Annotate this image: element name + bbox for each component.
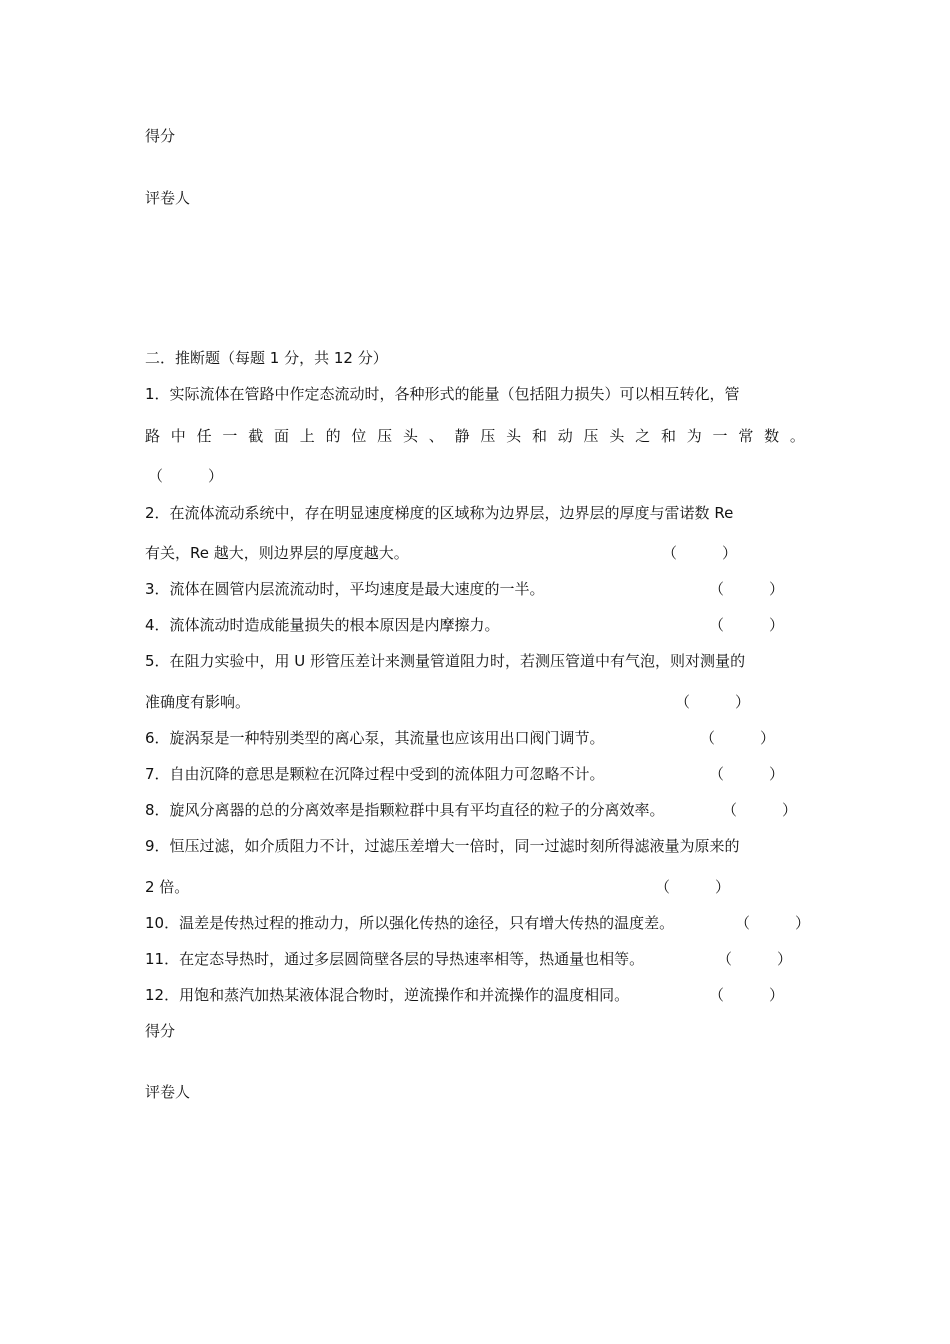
question-1-char: 静: [454, 427, 470, 445]
question-1-char: 动: [557, 427, 573, 445]
section-title: 二．推断题（每题 1 分，共 12 分）: [145, 349, 388, 367]
question-6: 6．旋涡泵是一种特别类型的离心泵，其流量也应该用出口阀门调节。: [145, 729, 605, 747]
question-1-char: 一: [712, 427, 728, 445]
answer-blank-12[interactable]: （ ）: [709, 986, 785, 1004]
question-4: 4．流体流动时造成能量损失的根本原因是内摩擦力。: [145, 616, 500, 634]
question-12: 12．用饱和蒸汽加热某液体混合物时，逆流操作和并流操作的温度相同。: [145, 986, 630, 1004]
grader-label-top: 评卷人: [145, 189, 191, 207]
question-1-char: 压: [377, 427, 393, 445]
question-7: 7．自由沉降的意思是颗粒在沉降过程中受到的流体阻力可忽略不计。: [145, 765, 605, 783]
question-1-char: 头: [609, 427, 625, 445]
question-1-char: 一: [222, 427, 238, 445]
question-1-char: 的: [325, 427, 341, 445]
question-10: 10．温差是传热过程的推动力，所以强化传热的途径，只有增大传热的温度差。: [145, 914, 675, 932]
question-1-char: 中: [170, 427, 186, 445]
question-1-char: 为: [686, 427, 702, 445]
question-5-line-1: 5．在阻力实验中，用 U 形管压差计来测量管道阻力时，若测压管道中有气泡，则对测量的: [145, 652, 746, 670]
answer-blank-2[interactable]: （ ）: [662, 544, 738, 562]
question-11: 11．在定态导热时，通过多层圆筒壁各层的导热速率相等，热通量也相等。: [145, 950, 645, 968]
question-2-line-1: 2．在流体流动系统中，存在明显速度梯度的区域称为边界层，边界层的厚度与雷诺数 Re: [145, 504, 734, 522]
answer-blank-1[interactable]: （ ）: [148, 467, 224, 485]
question-2-line-2: 有关，Re 越大，则边界层的厚度越大。: [145, 544, 409, 562]
answer-blank-8[interactable]: （ ）: [722, 801, 798, 819]
question-5-line-2: 准确度有影响。: [145, 693, 251, 711]
question-1-char: 。: [789, 427, 805, 445]
answer-blank-6[interactable]: （ ）: [700, 729, 776, 747]
question-1-char: 压: [583, 427, 599, 445]
question-1-char: 数: [764, 427, 780, 445]
answer-blank-9[interactable]: （ ）: [655, 878, 731, 896]
answer-blank-10[interactable]: （ ）: [735, 914, 811, 932]
question-1-char: 任: [196, 427, 212, 445]
question-3: 3．流体在圆管内层流流动时，平均速度是最大速度的一半。: [145, 580, 545, 598]
question-1-char: 头: [402, 427, 418, 445]
question-1-char: 路: [145, 427, 161, 445]
answer-blank-11[interactable]: （ ）: [717, 950, 793, 968]
answer-blank-7[interactable]: （ ）: [709, 765, 785, 783]
question-1-line-1: 1．实际流体在管路中作定态流动时，各种形式的能量（包括阻力损失）可以相互转化，管: [145, 385, 740, 403]
score-label-top: 得分: [145, 127, 176, 145]
question-1-char: 和: [660, 427, 676, 445]
question-1-line-2: [145, 426, 805, 446]
question-9-line-2: 2 倍。: [145, 878, 190, 896]
answer-blank-4[interactable]: （ ）: [709, 616, 785, 634]
answer-blank-3[interactable]: （ ）: [709, 580, 785, 598]
question-8: 8．旋风分离器的总的分离效率是指颗粒群中具有平均直径的粒子的分离效率。: [145, 801, 665, 819]
question-1-char: 头: [506, 427, 522, 445]
score-label-bottom: 得分: [145, 1022, 176, 1040]
question-9-line-1: 9．恒压过滤，如介质阻力不计，过滤压差增大一倍时，同一过滤时刻所得滤液量为原来的: [145, 837, 740, 855]
answer-blank-5[interactable]: （ ）: [675, 693, 751, 711]
question-1-char: 之: [635, 427, 651, 445]
question-1-char: 位: [351, 427, 367, 445]
grader-label-bottom: 评卷人: [145, 1083, 191, 1101]
question-1-char: 压: [480, 427, 496, 445]
question-1-char: 和: [531, 427, 547, 445]
question-1-char: 常: [738, 427, 754, 445]
question-1-char: 截: [248, 427, 264, 445]
question-1-char: 上: [299, 427, 315, 445]
question-1-char: 面: [273, 427, 289, 445]
question-1-char: 、: [428, 427, 444, 445]
